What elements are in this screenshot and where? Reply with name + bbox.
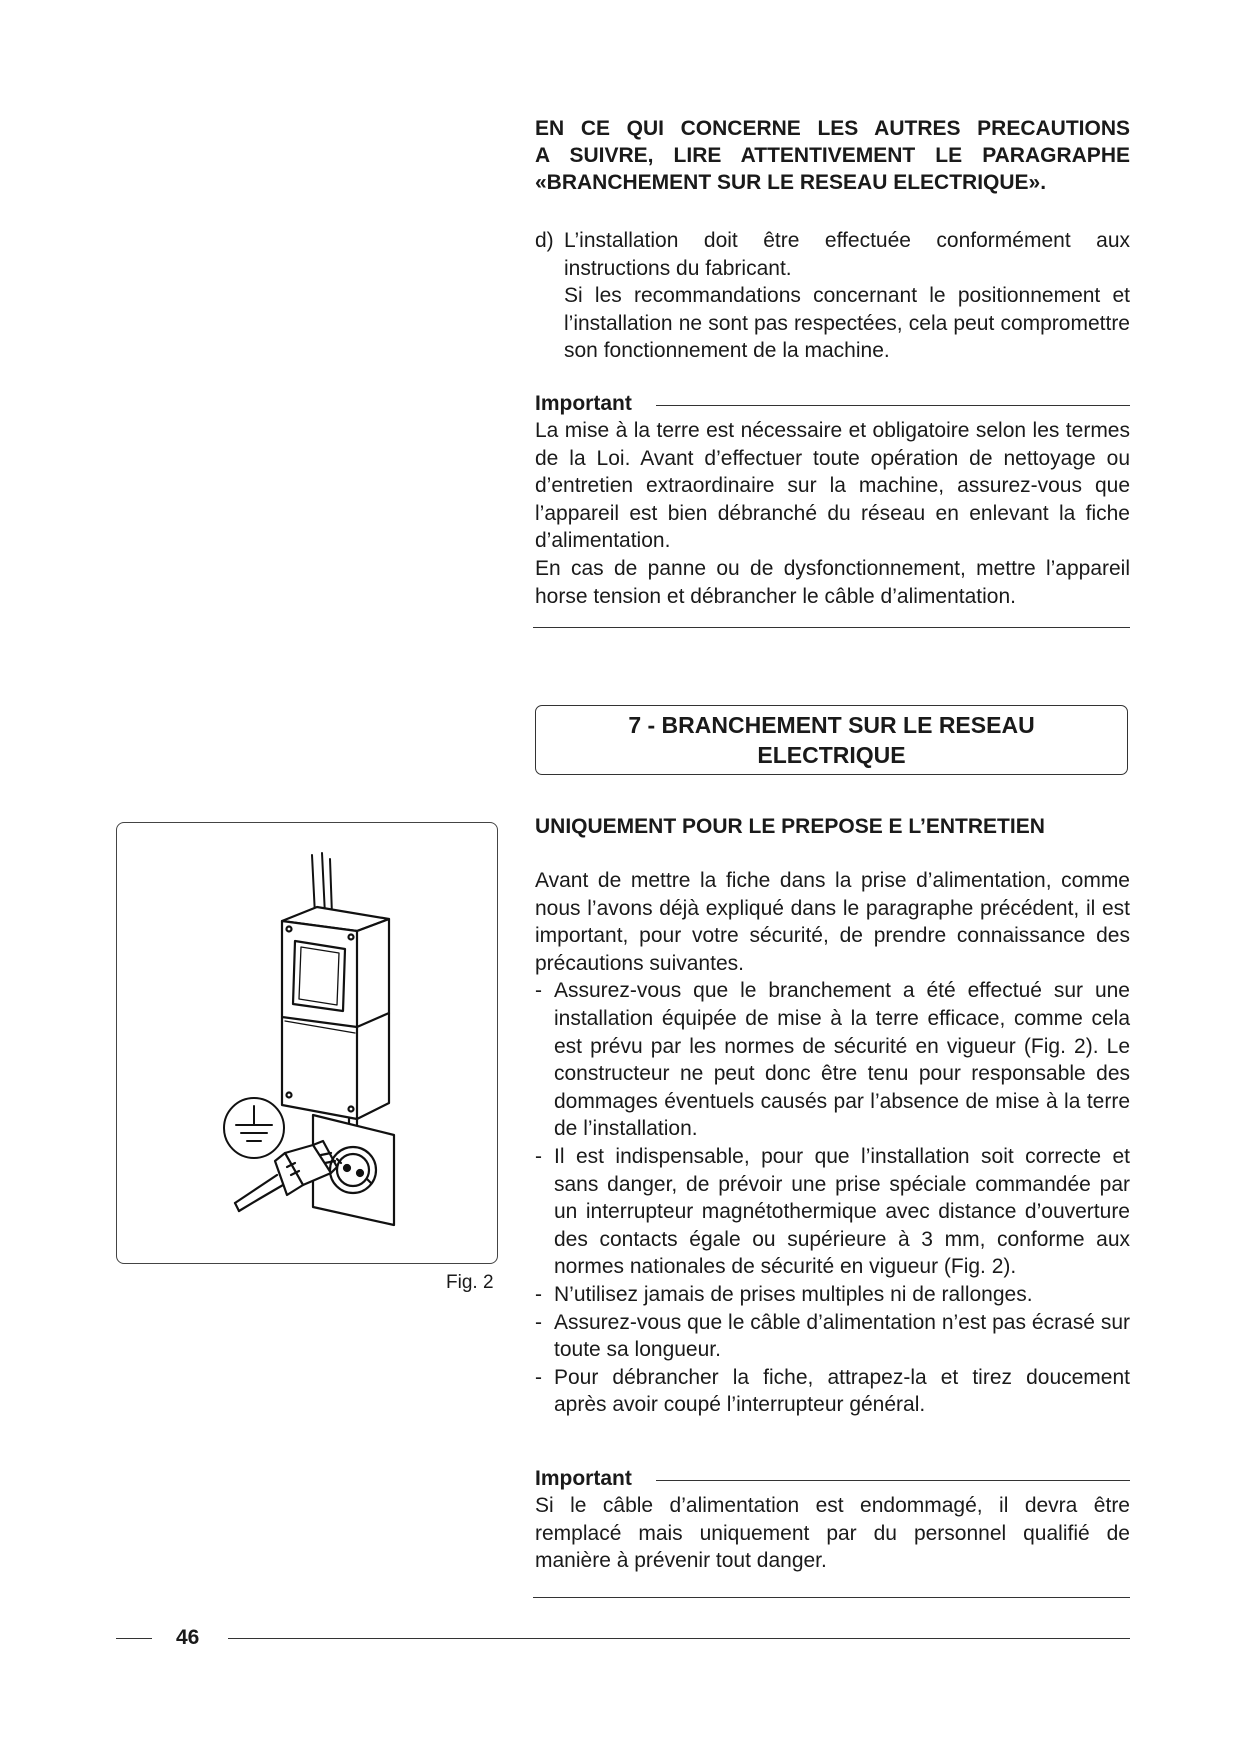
cable-lines	[312, 853, 332, 915]
divider	[533, 627, 1130, 628]
ground-symbol-icon	[224, 1098, 284, 1158]
bullet-marker: -	[535, 1310, 542, 1334]
warning-line: A SUIVRE, LIRE ATTENTIVEMENT LE PARAGRAPHE	[535, 144, 1130, 167]
important-title: Important	[535, 1467, 632, 1490]
item-d-text2: Si les recommandations concernant le positionnement et l’installation ne sont pas respectées, cela peut compromettre son fonctionnement de la machine.	[564, 284, 1130, 363]
intro-text: Avant de mettre la fiche dans la prise d’alimentation, comme nous l’avons déjà expliqué dans le paragraphe précédent, il est important, pour votre sécurité, de prendre connaissance des précautions suivantes.	[535, 869, 1130, 975]
important-block-1	[535, 390, 1130, 610]
item-d-label: d)	[535, 229, 554, 252]
warning-block	[535, 115, 1130, 196]
important-text: La mise à la terre est nécessaire et obligatoire selon les termes de la Loi. Avant d’effectuer toute opération de nettoyage ou d’entretien extraordinaire sur la machine, assurez-vous que l’appareil est bien débranché du réseau en enlevant la fiche d’alimentation.	[535, 419, 1130, 553]
page-number: 46	[176, 1626, 200, 1649]
subheading-block	[535, 813, 1130, 840]
footer-rule-right	[228, 1638, 1130, 1639]
list-item-text: N’utilisez jamais de prises multiples ni de rallonges.	[554, 1282, 1033, 1306]
section-title-line: 7 - BRANCHEMENT SUR LE RESEAU	[628, 712, 1035, 738]
list-item	[535, 1309, 1130, 1364]
subheading: UNIQUEMENT POUR LE PREPOSE E L’ENTRETIEN	[535, 815, 1045, 838]
important-text: En cas de panne ou de dysfonctionnement, mettre l’appareil horse tension et débrancher le câble d’alimentation.	[535, 556, 1130, 608]
list-item-text: Assurez-vous que le branchement a été effectué sur une installation équipée de mise à la terre efficace, comme cela est prévu par les normes de sécurité en vigueur (Fig. 2). Le constructeur ne peut donc être tenu pour responsable des dommages éventuels causés par l’absence de mise à la terre de l’installation.	[554, 979, 1130, 1141]
bullet-marker: -	[535, 1365, 542, 1389]
bullet-marker: -	[535, 1144, 542, 1168]
list-item	[535, 1281, 1130, 1309]
section-title-box	[535, 705, 1128, 775]
warning-line: «BRANCHEMENT SUR LE RESEAU ELECTRIQUE».	[535, 171, 1047, 194]
precautions-block	[535, 867, 1130, 1419]
figure-caption: Fig. 2	[446, 1272, 494, 1293]
list-item	[535, 1364, 1130, 1419]
divider	[533, 1597, 1130, 1598]
figure-illustration	[117, 823, 497, 1263]
footer-rule-left	[116, 1638, 152, 1639]
item-d	[535, 227, 1130, 365]
section-title-line: ELECTRIQUE	[757, 742, 906, 768]
important-block-2	[535, 1465, 1130, 1575]
item-d-text: L’installation doit être effectuée conformément aux instructions du fabricant.	[564, 229, 1130, 280]
list-item-text: Pour débrancher la fiche, attrapez-la et tirez doucement après avoir coupé l’interrupteur général.	[554, 1365, 1130, 1417]
list-item-text: Il est indispensable, pour que l’installation soit correcte et sans danger, de prévoir une prise spéciale commandée par un interrupteur magnétothermique avec distance d’ouverture des contacts égale ou supérieure à 3 mm, conforme aux normes nationales de sécurité en vigueur (Fig. 2).	[554, 1144, 1130, 1279]
important-rule	[656, 405, 1130, 406]
figure-frame	[116, 822, 498, 1264]
bullet-marker: -	[535, 979, 542, 1003]
list-item	[535, 977, 1130, 1143]
important-rule	[656, 1480, 1130, 1481]
important-text: Si le câble d’alimentation est endommagé, il devra être remplacé mais uniquement par du personnel qualifié de manière à prévenir tout danger.	[535, 1494, 1130, 1573]
bullet-marker: -	[535, 1282, 542, 1306]
important-title: Important	[535, 392, 632, 415]
warning-line: EN CE QUI CONCERNE LES AUTRES PRECAUTIONS	[535, 117, 1130, 140]
list-item-text: Assurez-vous que le câble d’alimentation n’est pas écrasé sur toute sa longueur.	[554, 1310, 1130, 1362]
list-item	[535, 1143, 1130, 1281]
